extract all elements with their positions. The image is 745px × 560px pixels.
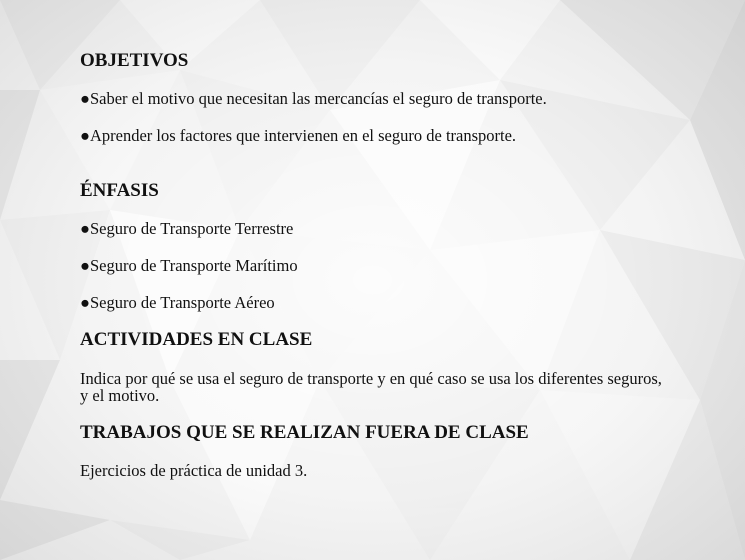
heading-actividades: ACTIVIDADES EN CLASE	[80, 329, 313, 350]
heading-objetivos: OBJETIVOS	[80, 50, 189, 71]
enfasis-item: ●Seguro de Transporte Terrestre	[80, 219, 294, 238]
heading-enfasis: ÉNFASIS	[80, 180, 159, 201]
heading-trabajos: TRABAJOS QUE SE REALIZAN FUERA DE CLASE	[80, 422, 529, 443]
objetivo-item: ●Aprender los factores que intervienen en el seguro de transporte.	[80, 126, 517, 145]
enfasis-item: ●Seguro de Transporte Aéreo	[80, 293, 275, 312]
objetivo-item: ●Saber el motivo que necesitan las mercancías el seguro de transporte.	[80, 89, 547, 108]
enfasis-item: ●Seguro de Transporte Marítimo	[80, 256, 298, 275]
actividades-text: Indica por qué se usa el seguro de transporte y en qué caso se usa los diferentes seguros, y el motivo.	[80, 369, 662, 405]
trabajos-text: Ejercicios de práctica de unidad 3.	[80, 461, 308, 480]
